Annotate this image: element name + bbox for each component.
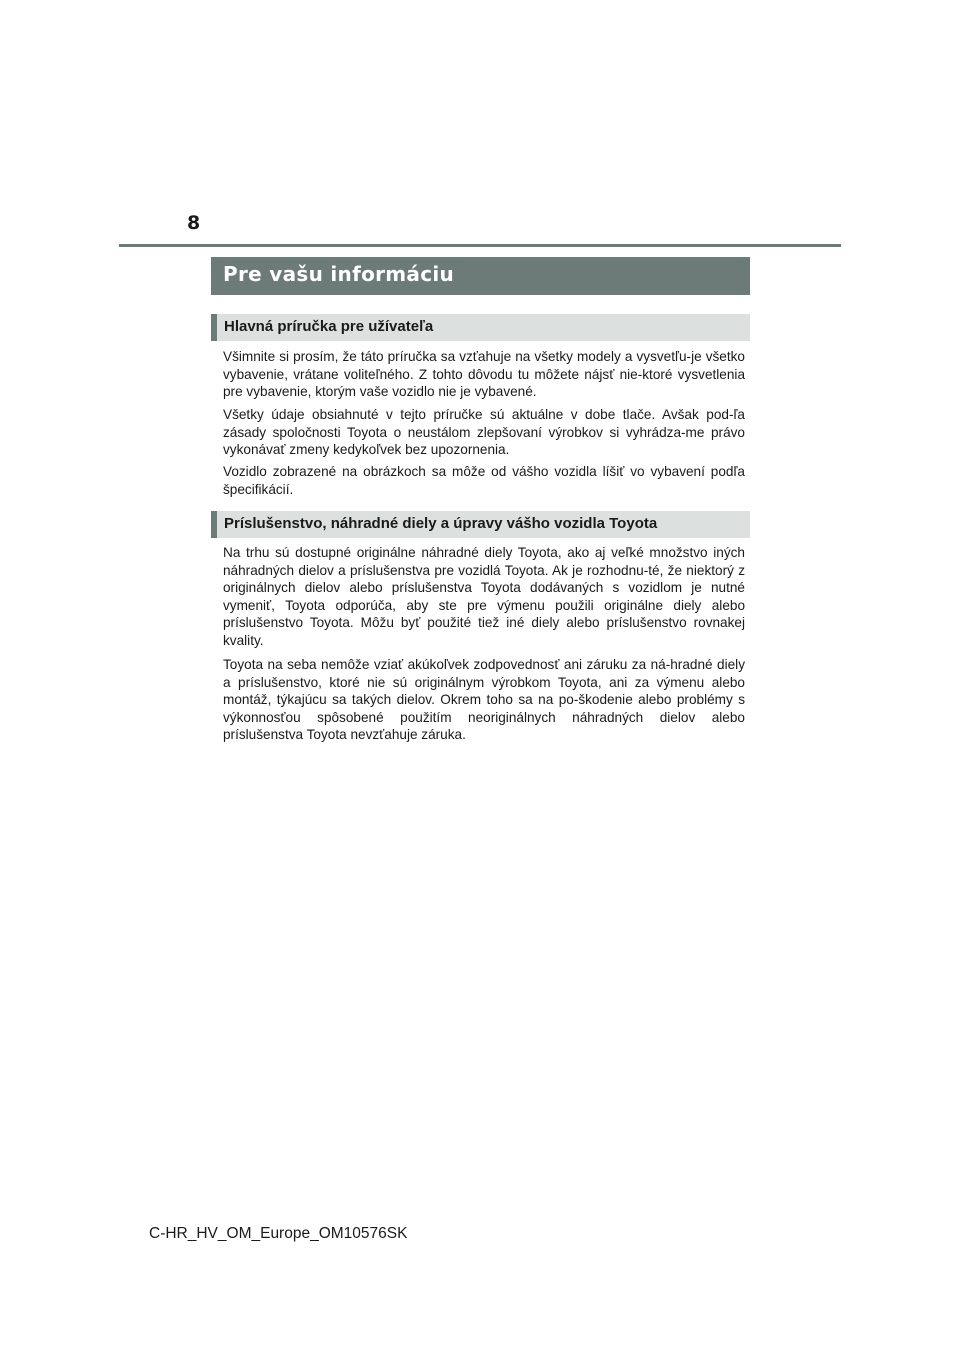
paragraph: Vozidlo zobrazené na obrázkoch sa môže od vášho vozidla líšiť vo vybavení podľa špecifikácií. — [223, 464, 745, 497]
section-accent — [211, 511, 217, 538]
main-title-bar — [211, 257, 750, 295]
document-code: C-HR_HV_OM_Europe_OM10576SK — [149, 1225, 408, 1242]
section-accent — [211, 314, 217, 341]
paragraph: Na trhu sú dostupné originálne náhradné diely Toyota, ako aj veľké množstvo iných náhradných dielov a príslušenstva pre vozidlá Toyota. Ak je rozhodnu-té, že niektorý z originálnych dielov alebo príslušenstva Toyota dodávaných s vozidlom je nutné vymeniť, Toyota odporúča, aby ste pre výmenu použili originálne diely alebo príslušenstvo Toyota. Môžu byť použité tiež iné diely alebo príslušenstvo rovnakej kvality. — [223, 545, 745, 648]
section-heading: Príslušenstvo, náhradné diely a úpravy vášho vozidla Toyota — [224, 515, 658, 532]
section-heading-bar-accessories — [211, 511, 750, 538]
paragraph: Toyota na seba nemôže vziať akúkoľvek zodpovednosť ani záruku za ná-hradné diely a príslušenstvo, ktoré nie sú originálnym výrobkom Toyota, ani za výmenu alebo montáž, týkajúcu sa takých dielov. Okrem toho sa na po-škodenie alebo problémy s výkonnosťou spôsobené použitím neoriginálnych náhradných dielov alebo príslušenstva Toyota nevzťahuje záruka. — [223, 657, 745, 743]
header-divider — [119, 244, 841, 247]
page-title: Pre vašu informáciu — [223, 262, 455, 286]
section-heading-bar-owners-manual — [211, 314, 750, 341]
paragraph: Všetky údaje obsiahnuté v tejto príručke sú aktuálne v dobe tlače. Avšak pod-ľa zásady spoločnosti Toyota o neustálom zlepšovaní výrobkov si vyhrádza-me právo vykonávať zmeny kedykoľvek bez upozornenia. — [223, 407, 745, 458]
page-number: 8 — [187, 212, 201, 234]
section-heading: Hlavná príručka pre užívateľa — [224, 318, 434, 335]
paragraph: Všimnite si prosím, že táto príručka sa vzťahuje na všetky modely a vysvetľu-je všetko vybavenie, vrátane voliteľného. Z tohto dôvodu tu môžete nájsť nie-ktoré vysvetlenia pre vybavenie, ktorým vaše vozidlo nie je vybavené. — [223, 349, 745, 400]
